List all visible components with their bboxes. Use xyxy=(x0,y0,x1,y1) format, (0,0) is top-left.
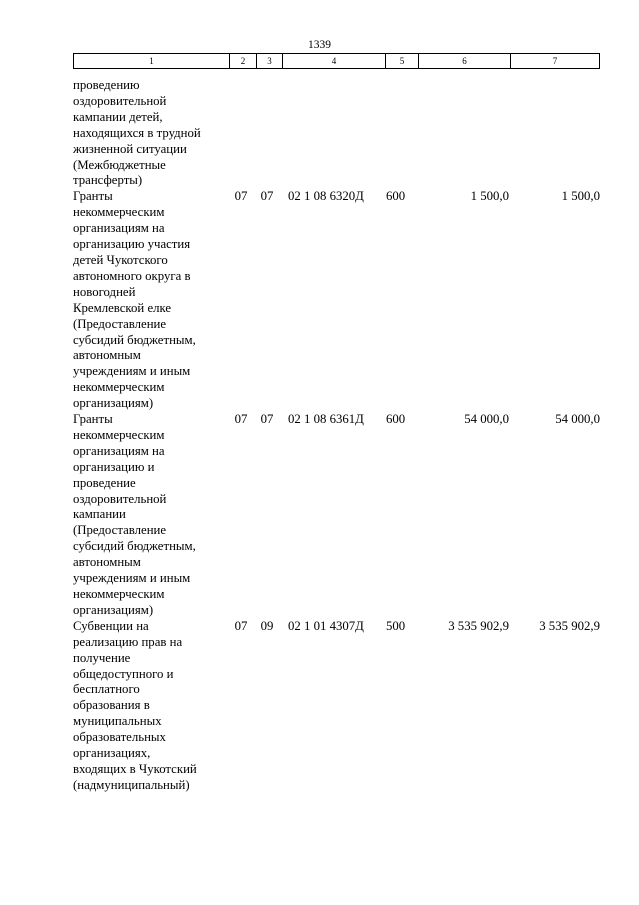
row-description: Гранты некоммерческим организациям на организацию участия детей Чукотского автономного округа в новогодней Кремлевской елке (Предоставление субсидий бюджетным, автономным учреждениям и иным некоммерческим организациям) xyxy=(73,189,196,411)
row-section: 07 xyxy=(234,618,248,633)
row-amount-1: 54 000,0 xyxy=(464,412,509,427)
row-description: Субвенции на реализацию прав на получение общедоступного и бесплатного образования в муниципальных образовательных организациях, входящих в Чукотский (надмуниципальный) xyxy=(73,618,197,792)
table-row xyxy=(0,189,639,412)
row-section: 07 xyxy=(234,412,248,427)
row-target-code: 02 1 08 6361Д xyxy=(288,412,364,427)
row-subsection: 07 xyxy=(260,189,274,204)
row-target-code: 02 1 01 4307Д xyxy=(288,618,364,633)
table-row xyxy=(0,78,639,189)
table-row xyxy=(0,619,639,794)
row-description: Гранты некоммерческим организациям на организацию и проведение оздоровительной кампании (Предоставление субсидий бюджетным, автономным учреждениям и иным некоммерческим организациям) xyxy=(73,412,196,617)
column-header-row xyxy=(73,53,600,69)
page-number: 1339 xyxy=(308,39,331,51)
row-expense-type: 500 xyxy=(386,618,406,633)
column-header-4: 4 xyxy=(331,56,337,66)
row-description: проведению оздоровительной кампании детей, находящихся в трудной жизненной ситуации (Межбюджетные трансферты) xyxy=(73,78,201,188)
row-expense-type: 600 xyxy=(386,189,406,204)
row-expense-type: 600 xyxy=(386,412,406,427)
row-amount-1: 1 500,0 xyxy=(470,189,509,204)
column-header-2: 2 xyxy=(240,56,246,66)
row-section: 07 xyxy=(234,189,248,204)
budget-table-body xyxy=(0,78,639,794)
row-subsection: 07 xyxy=(260,412,274,427)
table-row xyxy=(0,412,639,619)
column-header-6: 6 xyxy=(462,56,467,66)
row-target-code: 02 1 08 6320Д xyxy=(288,189,364,204)
row-amount-1: 3 535 902,9 xyxy=(448,618,509,633)
row-subsection: 09 xyxy=(260,618,274,633)
row-amount-2: 54 000,0 xyxy=(555,412,600,427)
column-header-7: 7 xyxy=(552,56,558,66)
column-header-5: 5 xyxy=(399,56,405,66)
row-amount-2: 1 500,0 xyxy=(561,189,600,204)
row-amount-2: 3 535 902,9 xyxy=(539,618,600,633)
column-header-1: 1 xyxy=(149,56,154,66)
column-header-3: 3 xyxy=(267,56,272,66)
